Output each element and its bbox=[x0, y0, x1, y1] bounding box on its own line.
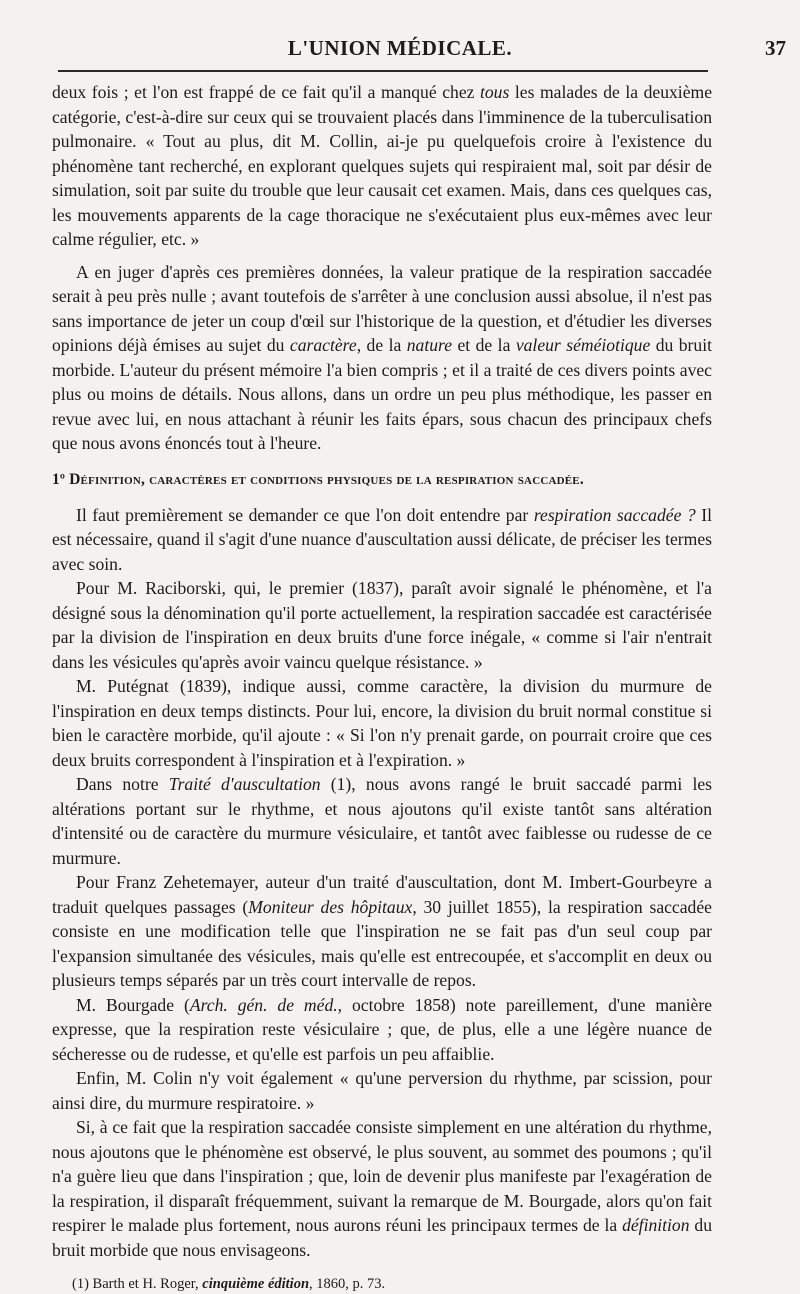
footnote-italic: cinquième édition bbox=[202, 1276, 310, 1292]
running-head bbox=[0, 36, 800, 66]
italic-run: définition bbox=[622, 1215, 690, 1235]
italic-run: Traité d'auscultation bbox=[168, 774, 321, 794]
text-run: , 30 juillet 1855), la respiration saccadée consiste en une modification telle que l'inspiration ne se fait pas d'un seul coup par l'expansion simultanée des vésicules, mais qu'elle est entrecoupée, et s'accomplit en deux ou plusieurs temps séparés par un très court intervalle de repos. bbox=[52, 896, 712, 990]
section-heading: 1º Définition, caractères et conditions physiques de la respiration saccadée. bbox=[52, 470, 584, 488]
italic-run: caractère bbox=[289, 335, 357, 355]
text-run: (1), nous avons rangé le bruit saccadé parmi les altérations portant sur le rhythme, et nous ajoutons qu'il existe tantôt sans altération d'intensité ou de caractère du murmure vésiculaire, et tantôt avec faiblesse ou rudesse de ce murmure. bbox=[52, 774, 712, 868]
text-run: , de la bbox=[356, 335, 407, 355]
text-run: Pour Franz Zehetemayer, auteur d'un traité d'auscultation, dont M. Imbert-Gourbeyre a traduit quelques passages ( bbox=[52, 872, 712, 917]
italic-run: Arch. gén. de méd. bbox=[189, 994, 338, 1015]
paragraph-1 bbox=[52, 80, 712, 252]
header-rule bbox=[58, 70, 708, 72]
page-number: 37 bbox=[765, 36, 786, 60]
text-run: M. Bourgade ( bbox=[76, 994, 190, 1015]
paragraph-8 bbox=[52, 993, 712, 1067]
text-run: , octobre 1858) note pareillement, d'une manière expresse, que la respiration reste vésiculaire ; que, de plus, elle a une légère nuance de sécheresse ou de rudesse, et qu'elle est parfois un peu affaiblie. bbox=[52, 994, 713, 1064]
text-run: A en juger d'après ces premières données, la valeur pratique de la respiration saccadée serait à peu près nulle ; avant toutefois de s'arrêter à une conclusion aussi absolue, il n'est pas sans importance de jeter un coup d'œil sur l'historique de la question, et d'étudier les diverses opinions déjà émises au sujet du bbox=[52, 261, 712, 355]
text-run: du bruit morbide. L'auteur du présent mémoire l'a bien compris ; et il a traité de ces divers points avec plus ou moins de détails. Nous allons, dans un ordre un peu plus méthodique, les passer en revue avec lui, en nous attachant à réunir les faits épars, sous chacun des principaux chefs que nous avons énoncés tout à l'heure. bbox=[52, 335, 712, 453]
text-run: deux fois ; et l'on est frappé de ce fait qu'il a manqué chez bbox=[52, 82, 480, 102]
footnote-text: (1) Barth et H. Roger, bbox=[72, 1276, 203, 1292]
text-run: du bruit morbide que nous envisageons. bbox=[52, 1215, 712, 1260]
italic-run: valeur séméiotique bbox=[515, 335, 651, 355]
text-run: Si, à ce fait que la respiration saccadée consiste simplement en une altération du rhythme, nous ajoutons que le phénomène est observé, le plus souvent, au sommet des poumons ; qu'il n'a guère lieu que dans l'inspiration ; que, loin de devenir plus manifeste par l'exagération de la respiration, il disparaît fréquemment, suivant la remarque de M. Bourgade, alors qu'on fait respirer le malade plus fortement, nous aurons réuni les principaux termes de la bbox=[52, 1117, 712, 1235]
italic-run: nature bbox=[406, 335, 453, 355]
paragraph-10 bbox=[52, 1115, 712, 1262]
italic-run: tous bbox=[480, 82, 510, 102]
paragraph-7 bbox=[52, 870, 712, 993]
text-run: Dans notre bbox=[76, 774, 169, 794]
text-run: Il faut premièrement se demander ce que l'on doit entendre par bbox=[76, 504, 534, 525]
italic-run: Moniteur des hôpitaux bbox=[248, 896, 413, 917]
article-body bbox=[52, 80, 712, 1294]
footnote bbox=[52, 1274, 712, 1294]
paragraph-4: Pour M. Raciborski, qui, le premier (1837), paraît avoir signalé le phénomène, et l'a désigné sous la dénomination qu'il porte actuellement, la respiration saccadée est caractérisée par la division de l'inspiration en deux bruits d'une force inégale, « comme si l'air n'entrait dans les vésicules qu'après avoir vaincu quelque résistance. » bbox=[52, 578, 712, 672]
text-run: Il est nécessaire, quand il s'agit d'une nuance d'auscultation aussi délicate, de préciser les termes avec soin. bbox=[52, 504, 713, 574]
paragraph-5: M. Putégnat (1839), indique aussi, comme caractère, la division du murmure de l'inspiration en deux temps distincts. Pour lui, encore, la division du bruit normal constitue si bien le caractère morbide, qu'il ajoute : « Si l'on n'y prenait garde, on pourrait croire que ces deux bruits correspondent à l'inspiration et à l'expiration. » bbox=[52, 676, 712, 770]
text-run: et de la bbox=[452, 335, 516, 355]
text-run: les malades de la deuxième catégorie, c'est-à-dire sur ceux qui se trouvaient placés dans l'imminence de la tuberculisation pulmonaire. « Tout au plus, dit M. Collin, ai-je pu quelquefois croire à l'existence du phénomène tant recherché, en explorant quelques sujets qui respiraient mal, soit par désir de simulation, soit par suite du trouble que leur causait cet examen. Mais, dans ces quelques cas, les mouvements apparents de la cage thoracique ne s'exécutaient plus eux-mêmes avec leur calme régulier, etc. » bbox=[52, 82, 712, 249]
journal-title: L'UNION MÉDICALE. bbox=[287, 36, 513, 60]
paragraph-9: Enfin, M. Colin n'y voit également « qu'une perversion du rhythme, par scission, pour ainsi dire, du murmure respiratoire. » bbox=[52, 1068, 712, 1113]
footnote-text: , 1860, p. 73. bbox=[309, 1276, 386, 1292]
italic-run: respiration saccadée ? bbox=[533, 504, 696, 525]
paragraph-2 bbox=[52, 260, 712, 456]
paragraph-3 bbox=[52, 503, 712, 577]
paragraph-6 bbox=[52, 772, 712, 870]
